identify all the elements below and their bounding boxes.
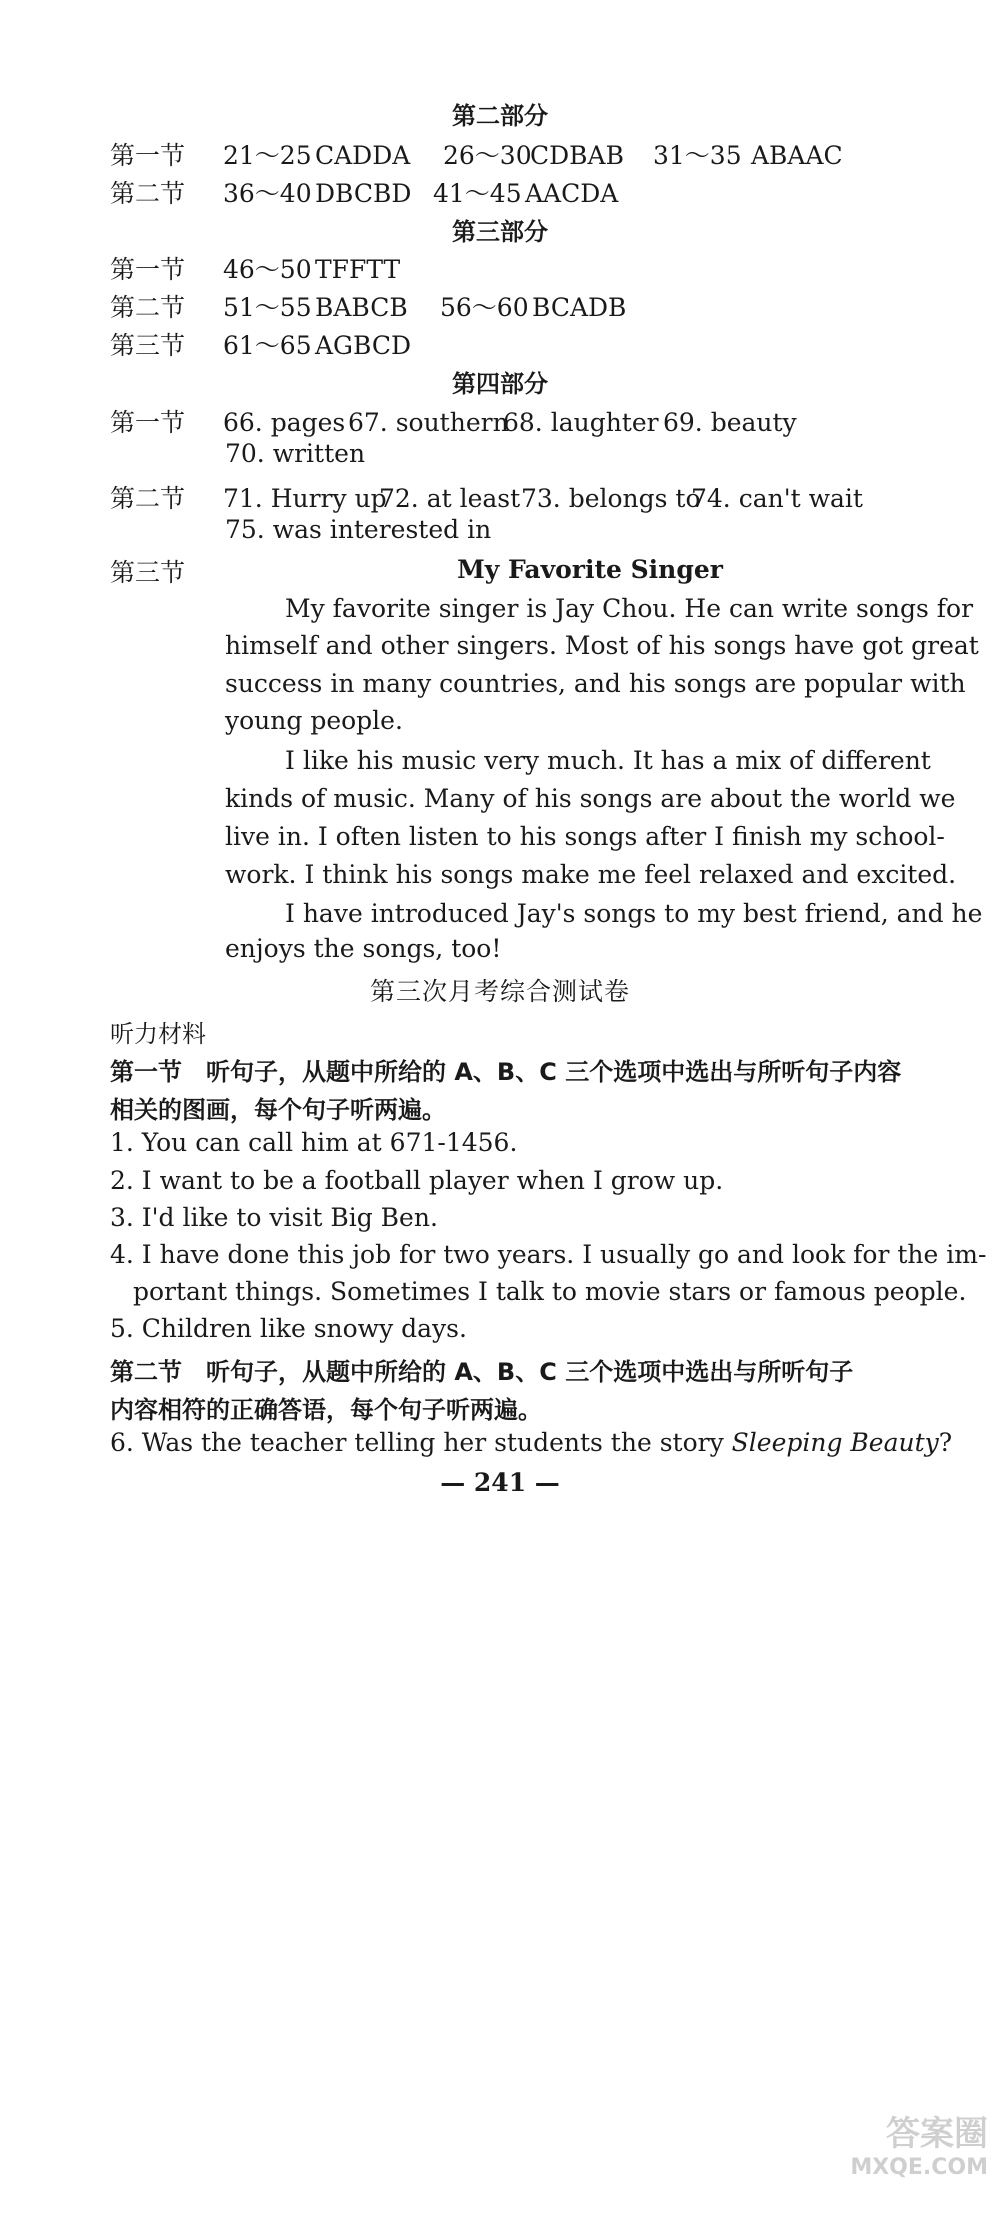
range: 41～45: [433, 179, 522, 208]
listening-sec2-instruction: 内容相符的正确答语，每个句子听两遍。: [110, 1396, 542, 1424]
part4-sec1-row: [110, 403, 797, 439]
listening-q1: 1. You can call him at 671-1456.: [110, 1128, 518, 1157]
answer-item: 72. at least: [379, 484, 521, 513]
answers: CDBAB: [530, 141, 624, 170]
answer-item: 66. pages: [223, 408, 346, 437]
range: 26～30: [443, 141, 532, 170]
essay-line: work. I think his songs make me feel relaxed and excited.: [225, 860, 957, 889]
listening-q6: [110, 1428, 952, 1457]
listening-sec1-instruction: 第一节 听句子，从题中所给的 A、B、C 三个选项中选出与所听句子内容: [110, 1058, 902, 1086]
section-label: 第二节: [110, 293, 186, 322]
answers: BCADB: [532, 293, 627, 322]
q6-end: ?: [938, 1428, 953, 1457]
essay-line: My favorite singer is Jay Chou. He can write songs for: [285, 594, 974, 623]
answer-item: 69. beauty: [663, 408, 797, 437]
page-number: — 241 —: [440, 1468, 560, 1497]
essay-line: enjoys the songs, too!: [225, 934, 502, 963]
essay-line: I like his music very much. It has a mix of different: [285, 746, 931, 775]
listening-sec1-instruction: 相关的图画，每个句子听两遍。: [110, 1096, 446, 1124]
range: 51～55: [223, 293, 312, 322]
part2-sec2-row: [110, 174, 618, 210]
watermark-text: 答案圈: [886, 2114, 988, 2154]
answer-item: 70. written: [225, 439, 366, 468]
watermark-logo: [818, 2106, 988, 2216]
answers: ABAAC: [751, 141, 843, 170]
essay-line: live in. I often listen to his songs after I finish my school-: [225, 822, 945, 851]
answers: TFFTT: [315, 255, 401, 284]
listening-q5: 5. Children like snowy days.: [110, 1314, 467, 1343]
answer-item: 75. was interested in: [225, 515, 492, 544]
section-label: 第二节: [110, 484, 186, 513]
range: 61～65: [223, 331, 312, 360]
range: 36～40: [223, 179, 312, 208]
listening-q4: 4. I have done this job for two years. I usually go and look for the im-: [110, 1240, 987, 1269]
answers: BABCB: [315, 293, 408, 322]
answer-item: 71. Hurry up: [223, 484, 387, 513]
answers: DBCBD: [315, 179, 412, 208]
answers: AGBCD: [315, 331, 412, 360]
answer-item: 73. belongs to: [521, 484, 701, 513]
q6-story-title: Sleeping Beauty: [731, 1428, 939, 1457]
listening-q2: 2. I want to be a football player when I grow up.: [110, 1166, 724, 1195]
section-label: 第三节: [110, 331, 186, 360]
answers: CADDA: [315, 141, 411, 170]
essay-line: himself and other singers. Most of his songs have got great: [225, 631, 979, 660]
exam-title: 第三次月考综合测试卷: [369, 977, 630, 1006]
range: 21～25: [223, 141, 312, 170]
section-label: 第一节: [110, 408, 186, 437]
answers: AACDA: [525, 179, 619, 208]
part3-sec3-row: [110, 326, 411, 362]
range: 56～60: [440, 293, 529, 322]
section-label: 第一节: [110, 255, 186, 284]
part4-sec3-label: [110, 553, 223, 589]
listening-q3: 3. I'd like to visit Big Ben.: [110, 1203, 438, 1232]
section-label: 第二节: [110, 179, 186, 208]
essay-title: My Favorite Singer: [457, 555, 723, 584]
essay-line: young people.: [225, 706, 403, 735]
essay-line: success in many countries, and his songs are popular with: [225, 669, 966, 698]
part4-sec2-row: [110, 479, 863, 515]
part3-sec1-row: [110, 250, 400, 286]
range: 46～50: [223, 255, 312, 284]
part3-heading: 第三部分: [452, 217, 548, 246]
part3-sec2-row: [110, 288, 626, 324]
part2-heading: 第二部分: [452, 101, 548, 130]
answer-item: 74. can't wait: [691, 484, 863, 513]
section-label: 第一节: [110, 141, 186, 170]
part2-sec1-row: [110, 136, 843, 172]
q6-text: 6. Was the teacher telling her students the story: [110, 1428, 732, 1457]
listening-q4-cont: portant things. Sometimes I talk to movie stars or famous people.: [133, 1277, 967, 1306]
listening-title: 听力材料: [110, 1020, 206, 1048]
essay-line: I have introduced Jay's songs to my best friend, and he: [285, 899, 983, 928]
part4-heading: 第四部分: [452, 369, 548, 398]
answer-item: 68. laughter: [503, 408, 659, 437]
range: 31～35: [653, 141, 742, 170]
essay-line: kinds of music. Many of his songs are about the world we: [225, 784, 956, 813]
listening-sec2-instruction: 第二节 听句子，从题中所给的 A、B、C 三个选项中选出与所听句子: [110, 1358, 854, 1386]
section-label: 第三节: [110, 558, 186, 587]
watermark-url: MXQE.COM: [850, 2155, 988, 2180]
answer-item: 67. southern: [348, 408, 509, 437]
